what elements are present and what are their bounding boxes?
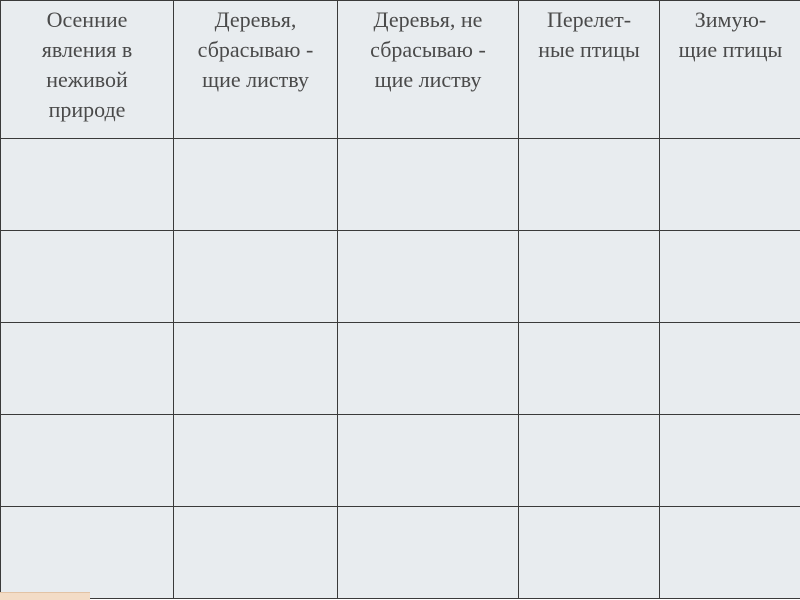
header-label: Деревья, сбрасываю - щие листву [197,7,314,92]
table-cell[interactable] [519,323,660,415]
table-cell[interactable] [660,231,800,323]
header-cell-wintering-birds [660,1,800,139]
slide-footer-decoration [0,592,90,600]
table-cell[interactable] [338,139,519,231]
table-cell[interactable] [1,323,174,415]
table-cell[interactable] [338,323,519,415]
table-cell[interactable] [1,415,174,507]
table-cell[interactable] [1,231,174,323]
table-cell[interactable] [519,507,660,599]
table-row [1,231,800,323]
header-row [1,1,800,139]
table-cell[interactable] [660,415,800,507]
table-cell[interactable] [660,507,800,599]
header-label: Осенние явления в неживой природе [41,7,133,122]
table-cell[interactable] [338,231,519,323]
header-cell-autumn-phenomena [1,1,174,139]
table-cell[interactable] [660,323,800,415]
header-cell-deciduous-trees [174,1,338,139]
table-row [1,415,800,507]
table-cell[interactable] [1,139,174,231]
table-row [1,139,800,231]
table-cell[interactable] [1,507,174,599]
table-cell[interactable] [519,415,660,507]
table-cell[interactable] [519,231,660,323]
table-row [1,507,800,599]
table-cell[interactable] [174,231,338,323]
header-label: Зимую- щие птицы [678,7,783,62]
table-cell[interactable] [338,507,519,599]
header-label: Деревья, не сбрасываю - щие листву [370,7,486,92]
table-cell[interactable] [174,507,338,599]
table-row [1,323,800,415]
table-cell[interactable] [174,415,338,507]
table-cell[interactable] [174,323,338,415]
header-label: Перелет- ные птицы [538,7,640,62]
header-cell-migratory-birds [519,1,660,139]
table-cell[interactable] [338,415,519,507]
table-cell[interactable] [174,139,338,231]
table-cell[interactable] [519,139,660,231]
table-cell[interactable] [660,139,800,231]
header-cell-evergreen-trees [338,1,519,139]
